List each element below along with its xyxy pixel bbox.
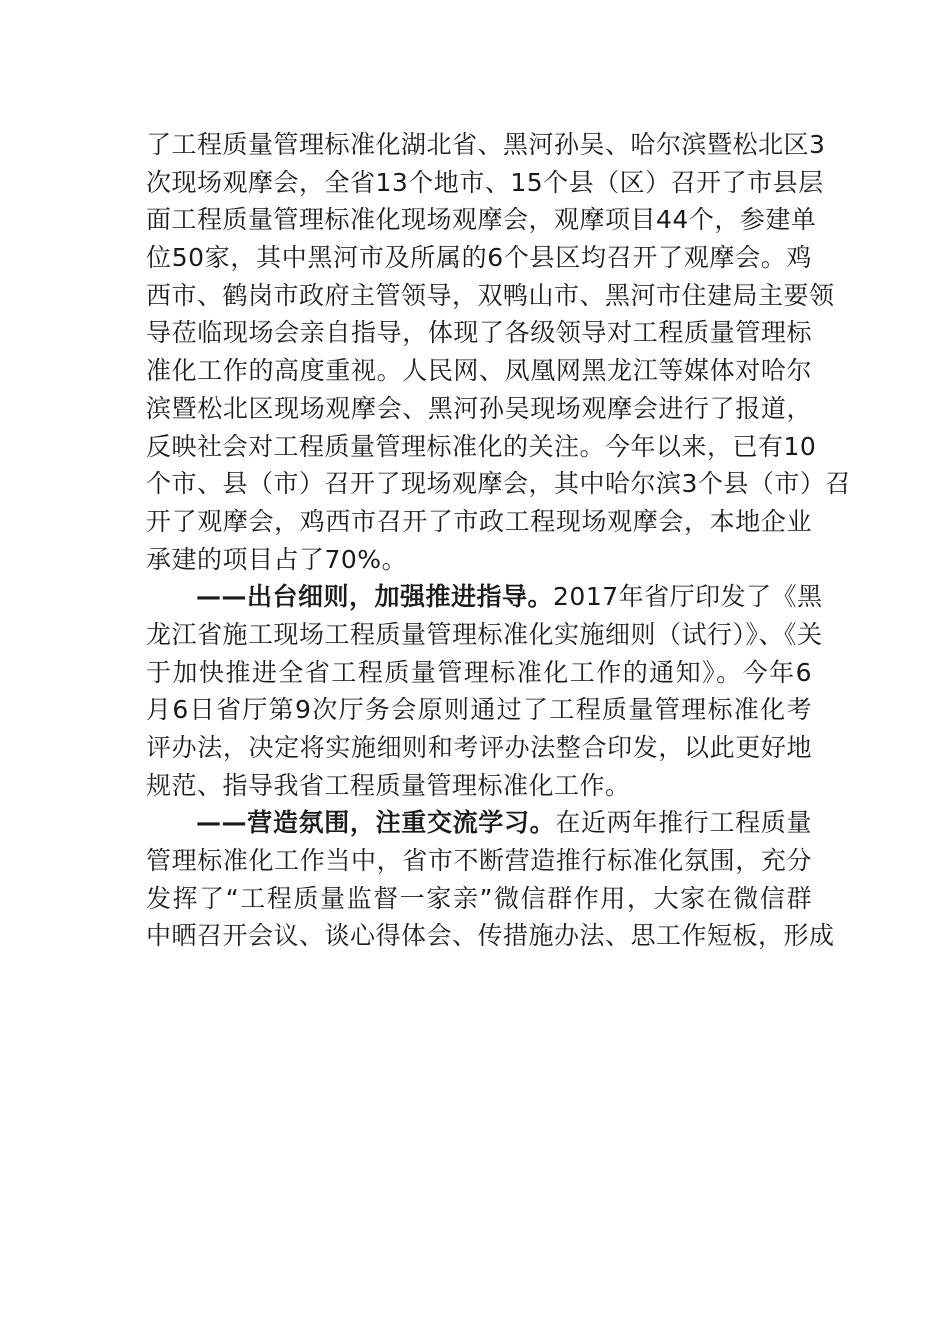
- text-run: 在近两年推行工程质量: [555, 808, 812, 838]
- paragraph-lead: ——出台细则，加强推进指导。: [196, 582, 554, 612]
- text-line: 规范、指导我省工程质量管理标准化工作。: [146, 770, 631, 800]
- text-line: 龙江省施工现场工程质量管理标准化实施细则（试行）》、《关: [146, 619, 823, 649]
- text-line: 发挥了“工程质量监督一家亲”微信群作用，大家在微信群: [146, 883, 812, 913]
- text-line: 次现场观摩会，全省13个地市、15个县（区）召开了市县层: [146, 167, 824, 197]
- text-line: 中晒召开会议、谈心得体会、传措施办法、思工作短板，形成: [146, 921, 835, 951]
- text-line: 西市、鹤岗市政府主管领导，双鸭山市、黑河市住建局主要领: [146, 280, 835, 310]
- text-line: 管理标准化工作当中，省市不断营造推行标准化氛围，充分: [146, 846, 812, 876]
- text-line: 承建的项目占了70%。: [146, 544, 408, 574]
- text-line: 了工程质量管理标准化湖北省、黑河孙吴、哈尔滨暨松北区3: [146, 130, 826, 159]
- text-line: 反映社会对工程质量管理标准化的关注。今年以来，已有10: [146, 431, 817, 461]
- text-line: 滨暨松北区现场观摩会、黑河孙吴现场观摩会进行了报道，: [146, 393, 812, 423]
- paragraph-2: [146, 578, 823, 804]
- text-line: 开了观摩会，鸡西市召开了市政工程现场观摩会，本地企业: [146, 506, 812, 536]
- text-line: [146, 804, 812, 842]
- text-line: 个市、县（市）召开了现场观摩会，其中哈尔滨3个县（市）召: [146, 469, 851, 499]
- paragraph-3: [146, 804, 835, 955]
- paragraph-lead: ——营造氛围，注重交流学习。: [196, 808, 556, 838]
- text-line: 评办法，决定将实施细则和考评办法整合印发，以此更好地: [146, 733, 812, 762]
- text-line: 导莅临现场会亲自指导，体现了各级领导对工程质量管理标: [146, 318, 812, 348]
- text-line: 位50家，其中黑河市及所属的6个县区均召开了观摩会。鸡: [146, 243, 812, 273]
- text-line: 准化工作的高度重视。人民网、凤凰网黑龙江等媒体对哈尔: [146, 356, 812, 386]
- text-line: 面工程质量管理标准化现场观摩会，观摩项目44个，参建单: [146, 205, 817, 235]
- paragraph-1: [146, 126, 851, 578]
- text-line: [146, 578, 823, 616]
- text-line: 月6日省厅第9次厅务会原则通过了工程质量管理标准化考: [146, 695, 812, 725]
- text-run: 2017年省厅印发了《黑: [553, 582, 823, 612]
- document-body: [146, 126, 851, 955]
- text-line: 于加快推进全省工程质量管理标准化工作的通知》。今年6: [146, 657, 812, 687]
